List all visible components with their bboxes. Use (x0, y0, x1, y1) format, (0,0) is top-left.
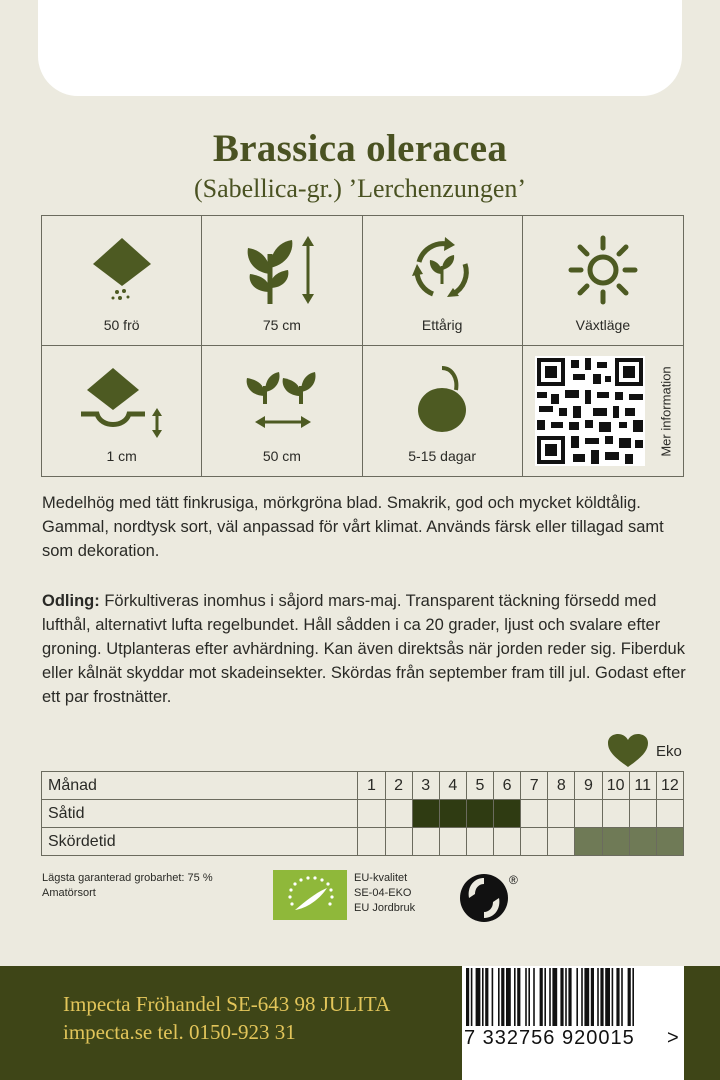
barcode-bar (600, 968, 603, 1026)
qr-code-icon[interactable] (535, 356, 645, 466)
harvest-month-8 (548, 828, 575, 856)
barcode-bar (616, 968, 619, 1026)
green-dot-logo (459, 870, 521, 929)
calendar-row-harvest (42, 828, 684, 856)
barcode-bar (476, 968, 481, 1026)
sow-month-10 (602, 800, 629, 828)
harvest-month-7 (521, 828, 548, 856)
eu-quality-info (354, 871, 415, 916)
plant-spacing-icon (237, 364, 327, 434)
recycling-icon (459, 870, 521, 924)
sow-month-9 (575, 800, 602, 828)
amateur-variety: Amatörsort (42, 887, 96, 899)
barcode-bar (485, 968, 488, 1026)
qr-cell[interactable] (523, 346, 683, 476)
barcode-digits: 7 332756 920015 (464, 1027, 635, 1049)
month-cell: 4 (439, 772, 466, 800)
calendar-header-row (42, 772, 684, 800)
eu-certification-code: SE-04-EKO (354, 887, 412, 899)
calendar-row-sowing (42, 800, 684, 828)
sow-month-2 (385, 800, 412, 828)
month-header: Månad (42, 772, 358, 800)
month-cell: 10 (602, 772, 629, 800)
harvest-label: Skördetid (42, 828, 358, 856)
barcode-bar (576, 968, 578, 1026)
barcode-bar (544, 968, 546, 1026)
barcode-bar (549, 968, 551, 1026)
harvest-month-5 (466, 828, 493, 856)
company-contact[interactable]: impecta.se tel. 0150-923 31 (63, 1020, 296, 1044)
cultivation-text: Förkultiveras inomhus i såjord mars-maj. Transparent täckning försedd med lufthål, alternativt lufta regelbundet. Håll sådden i ca 20 grader, ljust och svalare efter groning. Utplanteras efter avhärdning. Kan även direktsås när jorden reder sig. Fiberduk eller kålnät skyddar mot skadeinsekter. Skördas från september fram till jul. Godast efter ett par frostnätter. (42, 592, 686, 706)
seed-count-label: 50 frö (103, 317, 140, 333)
seed-count-cell (42, 216, 202, 346)
plant-height-icon (242, 234, 322, 306)
barcode-bar (552, 968, 557, 1026)
more-info-label: Mer information (658, 365, 674, 457)
plant-height-label: 75 cm (262, 317, 301, 333)
month-cell: 8 (548, 772, 575, 800)
sowing-calendar (41, 771, 684, 856)
location-cell (523, 216, 683, 346)
barcode-bar (525, 968, 527, 1026)
annual-cycle-icon (407, 234, 477, 304)
barcode-bar (514, 968, 516, 1026)
barcode-arrow: > (667, 1027, 679, 1049)
location-label: Växtläge (575, 317, 631, 333)
germination-label: 5-15 dagar (408, 448, 476, 464)
life-cycle-label: Ettårig (421, 317, 463, 333)
germination-cell (363, 346, 523, 476)
page-subtitle: (Sabellica-gr.) ’Lerchenzungen’ (193, 174, 527, 203)
month-cell: 2 (385, 772, 412, 800)
barcode-bar (565, 968, 567, 1026)
sowing-depth-label: 1 cm (106, 448, 137, 464)
plant-height-cell (202, 216, 362, 346)
germination-info (42, 871, 213, 901)
product-description: Medelhög med tätt finkrusiga, mörkgröna blad. Smakrik, god och mycket köldtålig. Gammal, nordtysk sort, väl anpassad för vårt klimat. Används färsk eller tillagad samt som dekoration. (42, 494, 664, 560)
month-cell: 3 (412, 772, 439, 800)
sowing-depth-cell (42, 346, 202, 476)
page-title: Brassica oleracea (212, 127, 508, 170)
eu-quality: EU-kvalitet (354, 872, 408, 884)
barcode-bar (632, 968, 634, 1026)
sow-month-6 (494, 800, 521, 828)
sow-month-4 (439, 800, 466, 828)
harvest-month-6 (494, 828, 521, 856)
company-address: Impecta Fröhandel SE-643 98 JULITA (63, 992, 391, 1016)
sowing-label: Såtid (42, 800, 358, 828)
barcode-bar (560, 968, 563, 1026)
barcode-bar (597, 968, 599, 1026)
barcode-bar (471, 968, 473, 1026)
harvest-month-11 (629, 828, 656, 856)
company-info (63, 990, 390, 1046)
barcode-bar (466, 968, 469, 1026)
barcode-bar (506, 968, 511, 1026)
harvest-month-4 (439, 828, 466, 856)
barcode-bar (528, 968, 530, 1026)
month-cell: 1 (358, 772, 385, 800)
eu-agriculture: EU Jordbruk (354, 902, 416, 914)
sow-month-5 (466, 800, 493, 828)
sow-month-7 (521, 800, 548, 828)
month-cell: 5 (466, 772, 493, 800)
sowing-depth-icon (77, 364, 167, 438)
sow-month-1 (358, 800, 385, 828)
month-cell: 6 (494, 772, 521, 800)
eko-badge (606, 733, 682, 769)
plant-spacing-cell (202, 346, 362, 476)
harvest-month-2 (385, 828, 412, 856)
barcode (462, 966, 684, 1080)
harvest-month-9 (575, 828, 602, 856)
barcode-bar (581, 968, 583, 1026)
month-cell: 7 (521, 772, 548, 800)
barcode-bar (501, 968, 504, 1026)
barcode-bar (517, 968, 520, 1026)
month-cell: 11 (629, 772, 656, 800)
heart-icon (606, 733, 650, 769)
barcode-bar (482, 968, 484, 1026)
harvest-month-10 (602, 828, 629, 856)
cultivation-heading: Odling: (42, 592, 100, 610)
month-cell: 9 (575, 772, 602, 800)
sow-month-11 (629, 800, 656, 828)
barcode-bar (533, 968, 535, 1026)
barcode-bar (605, 968, 610, 1026)
barcode-bar (492, 968, 494, 1026)
barcode-bar (628, 968, 631, 1026)
cultivation-instructions (42, 589, 688, 709)
icon-grid (41, 215, 684, 477)
barcode-bar (591, 968, 594, 1026)
life-cycle-cell (363, 216, 523, 346)
germination-icon (412, 364, 472, 436)
eu-organic-logo (273, 870, 347, 920)
registered-mark: ® (509, 873, 518, 887)
barcode-bar (568, 968, 571, 1026)
hanger-cutout (38, 0, 682, 96)
sun-icon (567, 234, 639, 306)
sow-month-12 (656, 800, 683, 828)
barcode-bar (621, 968, 623, 1026)
month-cell: 12 (656, 772, 683, 800)
barcode-bar (498, 968, 500, 1026)
seed-packet-icon (87, 234, 157, 304)
plant-spacing-label: 50 cm (262, 448, 301, 464)
barcode-bar (612, 968, 614, 1026)
harvest-month-12 (656, 828, 683, 856)
eko-label: Eko (656, 742, 682, 760)
sow-month-3 (412, 800, 439, 828)
harvest-month-1 (358, 828, 385, 856)
germination-rate: Lägsta garanterad grobarhet: 75 % (42, 872, 213, 884)
barcode-bars (462, 966, 684, 1028)
barcode-bar (540, 968, 543, 1026)
sow-month-8 (548, 800, 575, 828)
barcode-bar (584, 968, 589, 1026)
harvest-month-3 (412, 828, 439, 856)
